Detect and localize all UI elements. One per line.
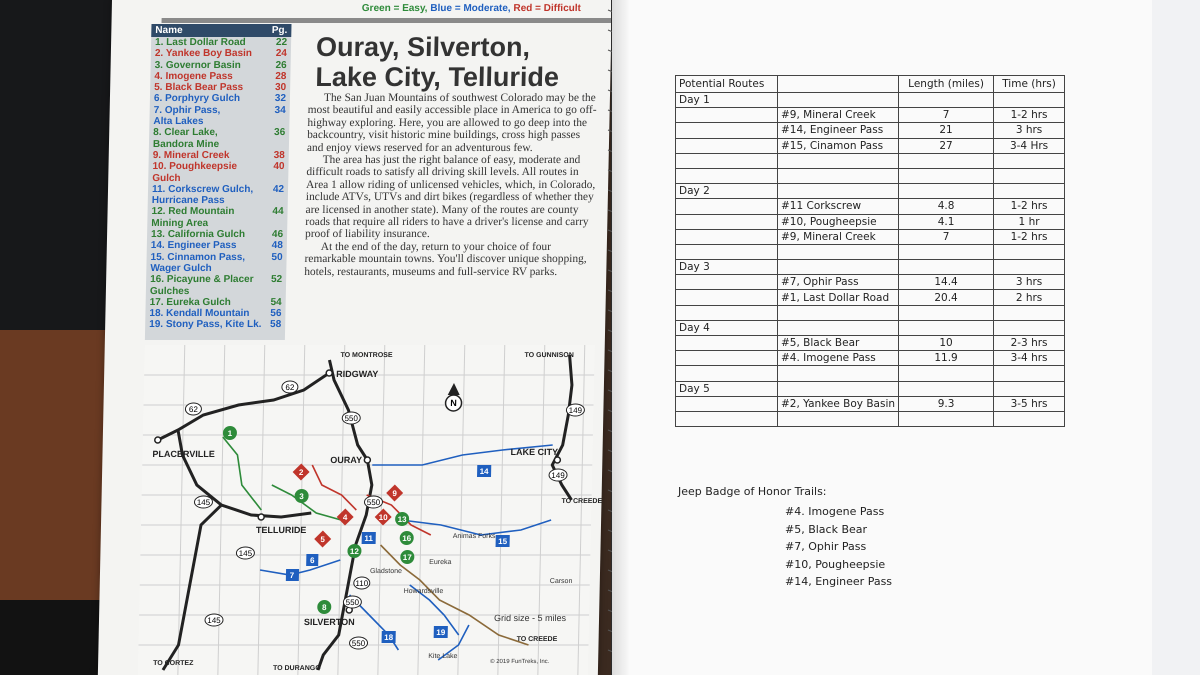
legend-easy: Green = Easy, xyxy=(361,3,428,14)
cell-length xyxy=(899,305,994,320)
trail-index-name: 10. Poughkeepsie Gulch xyxy=(152,161,238,184)
trail-index-page: 40 xyxy=(273,161,285,173)
trail-index-item xyxy=(147,229,287,240)
cell-time xyxy=(994,305,1065,320)
cell-trail: #2, Yankee Boy Basin xyxy=(778,396,899,411)
table-row xyxy=(676,396,1065,411)
trail-index-item xyxy=(148,184,288,207)
trail-index-name: 4. Imogene Pass xyxy=(154,70,233,82)
cell-length: 10 xyxy=(899,336,994,351)
highway-shield: 149 xyxy=(568,406,583,415)
trail-index-header xyxy=(151,24,291,37)
cell-length xyxy=(899,153,994,168)
cell-day xyxy=(676,214,778,229)
direction-label: TO MONTROSE xyxy=(340,352,393,359)
cell-length xyxy=(899,366,994,381)
cell-time xyxy=(994,260,1065,275)
trail-index-item xyxy=(146,297,286,308)
trail-marker: 6 xyxy=(309,556,315,565)
intro-paragraph: At the end of the day, return to your choice of four remarkable mountain towns. You'll discover unique shopping, hotels, restaurants, museums and full-service RV parks. xyxy=(304,240,587,278)
cell-day xyxy=(676,168,778,183)
cell-day xyxy=(676,305,778,320)
cell-day xyxy=(676,366,778,381)
cell-trail: #9, Mineral Creek xyxy=(778,108,899,123)
cell-day xyxy=(676,108,778,123)
trail-index-page: 48 xyxy=(271,240,283,252)
cell-day xyxy=(676,199,778,214)
trail-marker: 9 xyxy=(392,489,397,498)
trail-index-name: 8. Clear Lake, Bandora Mine xyxy=(152,127,220,150)
cell-day xyxy=(676,290,778,305)
trail-marker: 19 xyxy=(436,628,446,637)
trail-index-page: 56 xyxy=(270,308,282,320)
cell-length: 4.1 xyxy=(899,214,994,229)
trail-index-name: 18. Kendall Mountain xyxy=(149,308,250,320)
town-label: PLACERVILLE xyxy=(152,449,215,459)
trail-index-page: 44 xyxy=(272,206,284,218)
badge-trail: #4. Imogene Pass xyxy=(785,505,885,518)
cell-day xyxy=(676,351,778,366)
trail-marker: 16 xyxy=(402,534,412,543)
cell-length xyxy=(899,184,994,199)
cell-length: 9.3 xyxy=(899,396,994,411)
trail-index-page: 52 xyxy=(270,274,283,286)
direction-label: TO GUNNISON xyxy=(524,352,574,359)
table-row xyxy=(676,229,1065,244)
badge-trail: #14, Engineer Pass xyxy=(785,575,893,588)
highway-shield: 550 xyxy=(345,598,360,607)
cell-length xyxy=(899,320,994,335)
trail-index-name: 16. Picayune & Placer Gulches xyxy=(149,274,254,297)
cell-trail xyxy=(778,366,899,381)
cell-day xyxy=(676,244,778,259)
cell-time: 1 hr xyxy=(994,214,1065,229)
trail-index-name: 1. Last Dollar Road xyxy=(154,37,246,48)
page-title xyxy=(315,32,606,92)
cell-time: 3 hrs xyxy=(994,275,1065,290)
cell-length: 7 xyxy=(899,229,994,244)
trail-marker: 14 xyxy=(479,467,489,476)
trail-index-item xyxy=(148,161,288,184)
badge-trail: #10, Pougheepsie xyxy=(785,557,886,571)
header-rule xyxy=(162,18,612,23)
cell-time: 1-2 hrs xyxy=(994,199,1065,214)
cell-time: 3-4 hrs xyxy=(994,351,1065,366)
table-row xyxy=(676,168,1065,183)
trail-index-page: 30 xyxy=(274,82,287,94)
paper-edge-background xyxy=(1148,0,1200,675)
cell-trail xyxy=(778,411,899,426)
cell-time: 2-3 hrs xyxy=(994,336,1065,351)
cell-trail: #14, Engineer Pass xyxy=(778,123,899,138)
trail-index-page: 32 xyxy=(274,93,287,105)
cell-trail: #10, Pougheepsie xyxy=(778,214,899,229)
trail-index-page: 42 xyxy=(272,183,285,195)
table-row xyxy=(676,184,1065,199)
cell-length: 11.9 xyxy=(899,351,994,366)
trail-marker: 1 xyxy=(227,429,233,438)
cell-time xyxy=(994,168,1065,183)
trail-index-page: 34 xyxy=(274,104,286,116)
table-row xyxy=(676,305,1065,320)
trail-marker: 10 xyxy=(378,513,388,522)
highway-shield: 62 xyxy=(285,383,295,392)
cell-length xyxy=(899,381,994,396)
trail-index-item xyxy=(151,60,291,71)
town-label: RIDGWAY xyxy=(336,369,379,379)
cell-time xyxy=(994,153,1065,168)
highway-shield: 145 xyxy=(207,616,221,625)
cell-length: 4.8 xyxy=(899,199,994,214)
table-row xyxy=(676,138,1065,153)
direction-label: TO CREEDE xyxy=(561,498,603,505)
cell-day xyxy=(676,396,778,411)
header-time: Time (hrs) xyxy=(994,76,1065,93)
trail-index-item xyxy=(145,308,285,319)
title-line-2: Lake City, Telluride xyxy=(315,62,560,92)
cell-length: 20.4 xyxy=(899,290,994,305)
legend-moderate: Blue = Moderate, xyxy=(430,3,511,14)
highway-shield: 550 xyxy=(366,498,381,507)
table-row xyxy=(676,366,1065,381)
highway-shield: 110 xyxy=(355,579,369,588)
cell-time: 1-2 hrs xyxy=(994,108,1065,123)
cell-day xyxy=(676,229,778,244)
table-header-row xyxy=(676,76,1065,93)
trail-marker: 15 xyxy=(498,537,508,546)
cell-day xyxy=(676,138,778,153)
cell-length xyxy=(899,244,994,259)
cell-time: 3-4 Hrs xyxy=(994,138,1065,153)
cell-trail: #7, Ophir Pass xyxy=(778,275,899,290)
badge-of-honor-title: Jeep Badge of Honor Trails: xyxy=(678,485,827,498)
cell-day xyxy=(676,123,778,138)
trail-index-name: 5. Black Bear Pass xyxy=(154,82,244,94)
trail-index xyxy=(145,24,292,340)
map-copyright: © 2019 FunTreks, Inc. xyxy=(490,659,550,665)
cell-trail xyxy=(778,305,899,320)
cell-day: Day 1 xyxy=(676,93,778,108)
highway-shield: 62 xyxy=(188,405,198,414)
direction-label: TO CREEDE xyxy=(516,636,558,643)
trail-marker: 18 xyxy=(384,633,394,642)
cell-length xyxy=(899,260,994,275)
header-length: Length (miles) xyxy=(899,76,994,93)
header-potential-routes: Potential Routes xyxy=(676,76,778,93)
trail-index-page: 28 xyxy=(275,70,287,82)
trail-marker: 4 xyxy=(342,513,348,522)
table-row xyxy=(676,93,1065,108)
badge-trail: #5, Black Bear xyxy=(785,522,868,536)
cell-time xyxy=(994,381,1065,396)
trail-index-page: 46 xyxy=(271,229,284,241)
cell-day xyxy=(676,153,778,168)
trail-index-name: 11. Corkscrew Gulch, Hurricane Pass xyxy=(151,183,254,207)
trail-marker: 3 xyxy=(299,492,304,501)
trail-index-page: 50 xyxy=(271,251,283,263)
trail-index-item xyxy=(145,319,285,330)
table-row xyxy=(676,123,1065,138)
trail-marker: 12 xyxy=(349,547,359,556)
trail-index-item xyxy=(151,48,291,59)
index-page-header: Pg. xyxy=(271,25,288,36)
table-row xyxy=(676,244,1065,259)
trail-index-page: 26 xyxy=(275,59,287,71)
highway-shield: 149 xyxy=(551,471,565,480)
intro-paragraph: The San Juan Mountains of southwest Colorado may be the most beautiful and easily accessible place in America to go off-highway exploring. Here, you are allowed to go deep into the backcountry, visit historic mine buildings, cross high passes and enjoy views reserved for an adventurous few. xyxy=(306,92,597,154)
cell-time: 1-2 hrs xyxy=(994,229,1065,244)
trail-index-name: 9. Mineral Creek xyxy=(152,149,230,161)
cell-trail: #11 Corkscrew xyxy=(778,199,899,214)
trail-index-name: 2. Yankee Boy Basin xyxy=(154,48,253,60)
cell-trail: #1, Last Dollar Road xyxy=(778,290,899,305)
cell-trail xyxy=(778,168,899,183)
intro-text xyxy=(304,92,598,278)
cell-trail: #9, Mineral Creek xyxy=(778,229,899,244)
table-row xyxy=(676,108,1065,123)
table-row xyxy=(676,214,1065,229)
index-name-header: Name xyxy=(155,25,183,36)
place-label: Howardsville xyxy=(403,588,444,595)
cell-time xyxy=(994,366,1065,381)
badge-of-honor-list xyxy=(785,503,892,591)
cell-day: Day 2 xyxy=(676,184,778,199)
cell-length: 21 xyxy=(899,123,994,138)
trail-index-item xyxy=(150,71,290,82)
trail-index-item xyxy=(147,206,287,229)
trail-index-name: 14. Engineer Pass xyxy=(150,240,237,252)
difficulty-legend xyxy=(362,3,581,14)
area-map xyxy=(138,345,603,675)
guidebook-page xyxy=(98,0,612,675)
trail-index-item xyxy=(150,82,290,93)
cell-time: 3 hrs xyxy=(994,123,1065,138)
highway-shield: 145 xyxy=(196,498,211,507)
trail-marker: 8 xyxy=(321,603,327,612)
town-label: SILVERTON xyxy=(303,617,355,627)
trail-marker: 5 xyxy=(320,535,326,544)
cell-day: Day 5 xyxy=(676,381,778,396)
trail-marker: 17 xyxy=(402,553,412,562)
cell-day xyxy=(676,275,778,290)
cell-time xyxy=(994,411,1065,426)
potential-routes-table xyxy=(675,75,1065,427)
north-arrow-label: N xyxy=(450,398,457,408)
place-label: Gladstone xyxy=(369,568,403,575)
trail-index-item xyxy=(149,105,289,128)
trail-marker: 13 xyxy=(397,515,407,524)
cell-trail: #5, Black Bear xyxy=(778,336,899,351)
cell-length: 7 xyxy=(899,108,994,123)
direction-label: TO DURANGO xyxy=(272,665,321,672)
cell-trail xyxy=(778,260,899,275)
table-row xyxy=(676,351,1065,366)
cell-day xyxy=(676,411,778,426)
trail-index-page: 24 xyxy=(275,48,287,60)
table-row xyxy=(676,153,1065,168)
trail-index-page: 22 xyxy=(275,37,288,48)
table-row xyxy=(676,290,1065,305)
trail-index-item xyxy=(146,274,286,297)
table-row xyxy=(676,275,1065,290)
trail-index-item xyxy=(150,93,290,104)
routes-table-body xyxy=(676,93,1065,427)
cell-length xyxy=(899,168,994,183)
highway-shield: 550 xyxy=(351,639,366,648)
trail-index-name: 3. Governor Basin xyxy=(154,59,241,71)
table-row xyxy=(676,381,1065,396)
trail-index-page: 54 xyxy=(270,296,282,308)
cell-day: Day 3 xyxy=(676,260,778,275)
direction-label: TO CORTEZ xyxy=(153,660,194,667)
cell-day xyxy=(676,336,778,351)
cell-time: 3-5 hrs xyxy=(994,396,1065,411)
cell-time: 2 hrs xyxy=(994,290,1065,305)
cell-time xyxy=(994,320,1065,335)
cell-length xyxy=(899,93,994,108)
cell-length: 14.4 xyxy=(899,275,994,290)
town-label: OURAY xyxy=(330,455,363,465)
trail-marker: 2 xyxy=(298,468,304,477)
trail-marker: 11 xyxy=(364,534,374,543)
trail-index-page: 38 xyxy=(273,149,285,161)
highway-shield: 145 xyxy=(238,549,253,558)
cell-trail: #15, Cinamon Pass xyxy=(778,138,899,153)
cell-time xyxy=(994,93,1065,108)
table-row xyxy=(676,199,1065,214)
place-label: Carson xyxy=(549,578,573,585)
trail-index-name: 7. Ophir Pass, Alta Lakes xyxy=(153,104,221,128)
trail-index-name: 6. Porphyry Gulch xyxy=(153,93,241,105)
trail-index-name: 13. California Gulch xyxy=(150,229,246,241)
grid-size-note: Grid size - 5 miles xyxy=(493,613,567,623)
cell-trail xyxy=(778,153,899,168)
trail-index-list xyxy=(145,37,291,331)
cell-length: 27 xyxy=(899,138,994,153)
cell-trail: #4. Imogene Pass xyxy=(778,351,899,366)
trail-index-item xyxy=(149,127,289,150)
cell-time xyxy=(994,244,1065,259)
trail-index-page: 58 xyxy=(269,319,282,331)
town-label: LAKE CITY xyxy=(510,447,559,457)
trail-index-name: 17. Eureka Gulch xyxy=(149,296,231,308)
cell-trail xyxy=(778,93,899,108)
table-row xyxy=(676,411,1065,426)
trail-index-item xyxy=(147,240,287,251)
trail-index-name: 15. Cinnamon Pass, Wager Gulch xyxy=(150,251,246,274)
trail-index-name: 19. Stony Pass, Kite Lk. xyxy=(149,319,262,331)
trail-index-name: 12. Red Mountain Mining Area xyxy=(151,206,235,229)
header-trail xyxy=(778,76,899,93)
trail-index-page: 36 xyxy=(273,127,286,139)
cell-time xyxy=(994,184,1065,199)
town-label: TELLURIDE xyxy=(255,525,307,535)
cell-length xyxy=(899,411,994,426)
badge-trail: #7, Ophir Pass xyxy=(785,540,867,553)
trail-index-item xyxy=(146,252,286,275)
place-label: Eureka xyxy=(429,559,452,566)
cell-trail xyxy=(778,184,899,199)
trail-index-item xyxy=(149,150,289,161)
cell-trail xyxy=(778,320,899,335)
legend-difficult: Red = Difficult xyxy=(513,3,582,14)
highway-shield: 550 xyxy=(344,414,359,423)
title-line-1: Ouray, Silverton, xyxy=(315,32,531,62)
table-row xyxy=(676,260,1065,275)
cell-day: Day 4 xyxy=(676,320,778,335)
trail-marker: 7 xyxy=(289,571,295,580)
cell-trail xyxy=(778,244,899,259)
cell-trail xyxy=(778,381,899,396)
trail-index-item xyxy=(151,37,291,48)
table-row xyxy=(676,320,1065,335)
table-row xyxy=(676,336,1065,351)
place-label: Kite Lake xyxy=(428,653,458,660)
intro-paragraph: The area has just the right balance of easy, moderate and difficult roads to satisfy all driving skill levels. All routes in Area 1 allow riding of unlicensed vehicles, which, in Colorado, include ATVs, UTVs and dirt bikes (regardless of whether they are licensed in another state). Many of the routes are county roads that require all riders to have a driver's license and carry proof of liability insurance. xyxy=(304,154,596,241)
place-label: Animas Forks xyxy=(452,533,496,540)
